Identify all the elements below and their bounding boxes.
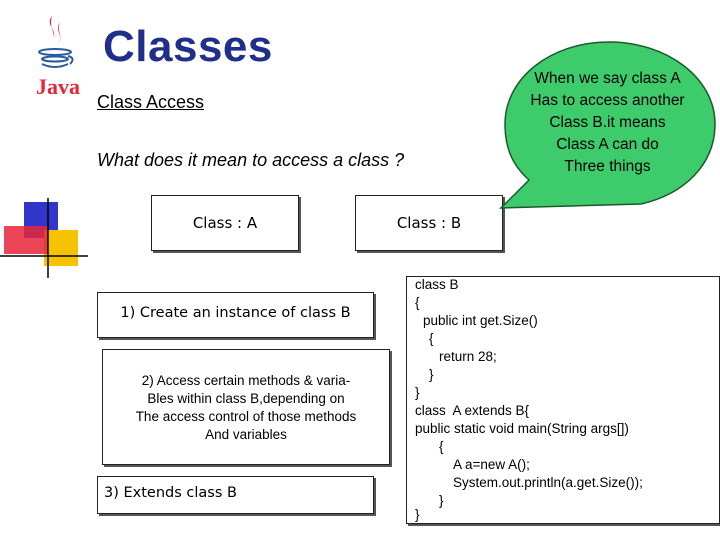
item2-line: The access control of those methods	[135, 409, 357, 424]
code-line: {	[429, 331, 434, 346]
class-a-box	[151, 195, 299, 251]
item3-text: 3) Extends class B	[104, 485, 237, 501]
code-line: }	[429, 367, 434, 382]
code-line: {	[415, 295, 420, 310]
item1-text: 1) Create an instance of class B	[120, 305, 351, 321]
item2-line: 2) Access certain methods & varia-	[141, 373, 351, 388]
code-line: }	[415, 385, 420, 400]
code-line: System.out.println(a.get.Size());	[453, 475, 643, 490]
slide-subtitle: Class Access	[97, 92, 205, 112]
bubble-line: Has to access another	[530, 92, 685, 109]
java-logo	[22, 12, 92, 102]
item2-line: Bles within class B,depending on	[147, 391, 345, 406]
code-line: class B	[415, 277, 459, 292]
class-b-label: Class : B	[396, 214, 462, 232]
bubble-line: Three things	[564, 158, 651, 175]
code-line: A a=new A();	[453, 457, 530, 472]
class-b-box	[355, 195, 503, 251]
bubble-line: Class A can do	[556, 136, 659, 153]
item2-line: And variables	[205, 427, 287, 442]
item2-text	[107, 372, 385, 444]
code-line: }	[439, 493, 444, 508]
code-line: public static void main(String args[])	[415, 421, 629, 436]
java-logo-text: Java	[36, 74, 80, 99]
bubble-line: Class B.it means	[549, 114, 666, 131]
item-create-instance	[97, 292, 374, 338]
code-line: class A extends B{	[415, 403, 530, 418]
item-access-methods	[102, 349, 390, 465]
slide-title: Classes	[103, 22, 273, 71]
decor-blocks	[0, 190, 90, 280]
class-a-label: Class : A	[192, 214, 258, 232]
code-line: return 28;	[439, 349, 497, 364]
code-line: public int get.Size()	[423, 313, 538, 328]
bubble-line: When we say class A	[534, 70, 681, 87]
bubble-text	[505, 68, 710, 178]
code-line: }	[415, 507, 420, 522]
question-text: What does it mean to access a class ?	[97, 150, 405, 170]
code-block	[406, 276, 720, 524]
code-line: {	[439, 439, 444, 454]
item-extends	[97, 476, 374, 514]
